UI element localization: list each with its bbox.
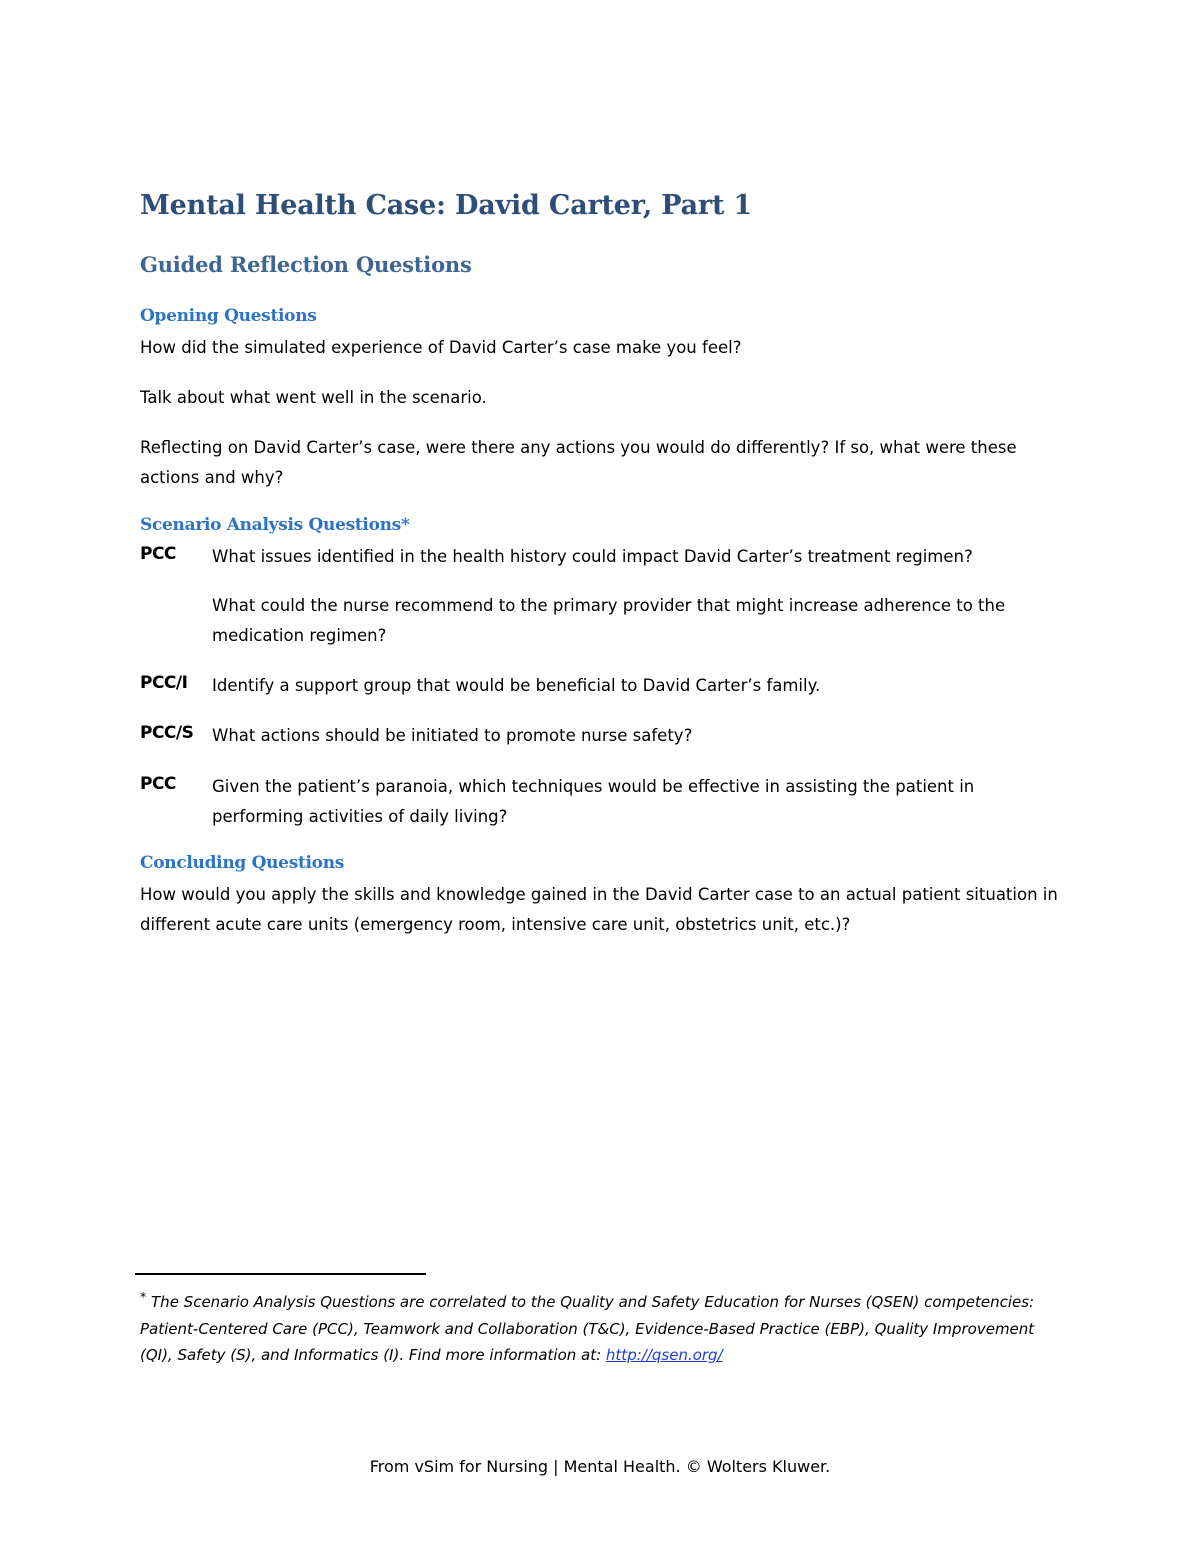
opening-questions-heading: Opening Questions — [140, 306, 317, 326]
scenario-question-3: Identify a support group that would be beneficial to David Carter’s family. — [212, 676, 821, 695]
qsen-link[interactable]: http://qsen.org/ — [605, 1346, 723, 1364]
scenario-question-2: What could the nurse recommend to the primary provider that might increase adherence to the medication regimen? — [212, 596, 1006, 645]
footnote-separator — [135, 1273, 426, 1275]
competency-tag: PCC/I — [140, 673, 188, 693]
opening-question-1: How did the simulated experience of David Carter’s case make you feel? — [140, 338, 742, 357]
scenario-question-1: What issues identified in the health history could impact David Carter’s treatment regimen? — [212, 547, 973, 566]
concluding-question: How would you apply the skills and knowledge gained in the David Carter case to an actual patient situation in different acute care units (emergency room, intensive care unit, obstetrics unit, etc.)? — [140, 885, 1058, 934]
concluding-questions-heading: Concluding Questions — [140, 853, 345, 873]
competency-tag: PCC — [140, 544, 176, 564]
footnote — [140, 1284, 1070, 1369]
footnote-marker: * — [140, 1289, 147, 1304]
page-footer: From vSim for Nursing | Mental Health. © Wolters Kluwer. — [369, 1457, 831, 1476]
section-subtitle: Guided Reflection Questions — [140, 252, 472, 277]
footnote-text: The Scenario Analysis Questions are correlated to the Quality and Safety Education for Nurses (QSEN) competencies: Patient-Centered Care (PCC), Teamwork and Collaboration (T&C), Evidence-Based Practice (EBP), Quality Improvement (QI), Safety (S), and Informatics (I). Find more information at: — [140, 1293, 1035, 1364]
scenario-questions-heading: Scenario Analysis Questions* — [140, 515, 410, 535]
competency-tag: PCC/S — [140, 723, 194, 743]
scenario-question-5: Given the patient’s paranoia, which techniques would be effective in assisting the patient in performing activities of daily living? — [212, 777, 975, 826]
opening-question-2: Talk about what went well in the scenario. — [140, 388, 487, 407]
page-title: Mental Health Case: David Carter, Part 1 — [140, 190, 752, 221]
opening-question-3: Reflecting on David Carter’s case, were there any actions you would do differently? If so, what were these actions and why? — [140, 438, 1017, 487]
competency-tag: PCC — [140, 774, 176, 794]
scenario-question-4: What actions should be initiated to promote nurse safety? — [212, 726, 693, 745]
